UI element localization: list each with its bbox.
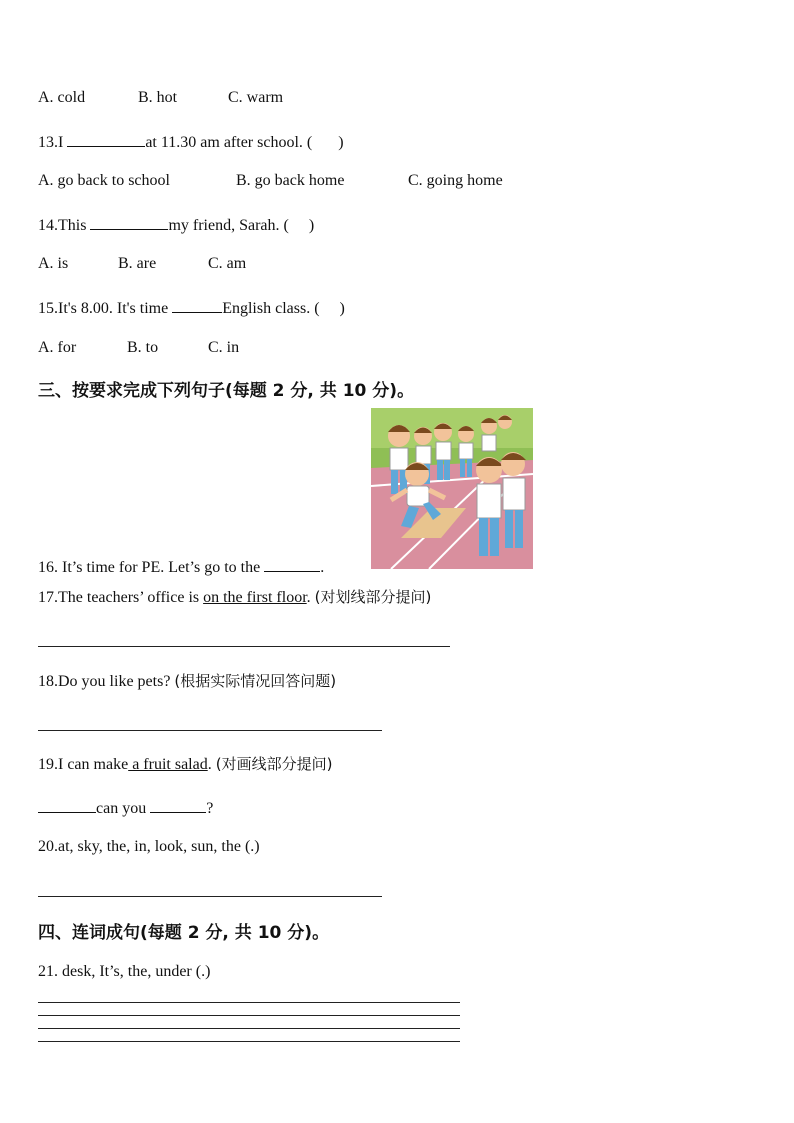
q13-stem (38, 130, 344, 153)
q19-underlined: a fruit salad (128, 756, 208, 773)
q13-option-c[interactable]: C. going home (408, 172, 503, 189)
q13-option-a[interactable]: A. go back to school (38, 172, 170, 189)
q14-close: ) (308, 217, 315, 234)
q21-writing-line-1[interactable] (38, 1002, 460, 1003)
q19-period: . (207, 756, 216, 773)
pe-illustration (371, 408, 533, 569)
section-4-heading: 四、连词成句(每题 2 分, 共 10 分)。 (38, 923, 330, 943)
q14-options (38, 254, 246, 274)
q15-number: 15.It's 8.00. It's time (38, 300, 173, 317)
q17-underlined: on the first floor (203, 589, 307, 606)
q16-text: 16. It’s time for PE. Let’s go to the (38, 559, 265, 576)
q13-text: at 11.30 am after school. ( (145, 134, 313, 151)
q14-option-b[interactable]: B. are (118, 255, 157, 272)
q18 (38, 671, 336, 692)
q21-text: 21. desk, It’s, the, under (.) (38, 963, 211, 980)
q19-answer-text: can you (96, 800, 151, 817)
q19-instruction: (对画线部分提问) (215, 755, 333, 773)
q15-options (38, 338, 239, 358)
q19-blank-1[interactable] (38, 796, 96, 813)
q13-options (38, 171, 503, 191)
q20-answer-line[interactable] (38, 896, 382, 897)
q15-option-a[interactable]: A. for (38, 339, 77, 356)
q13-close: ) (338, 134, 344, 151)
q12-option-a[interactable]: A. cold (38, 89, 86, 106)
playground-image (371, 408, 533, 569)
q14-text: my friend, Sarah. ( (168, 217, 289, 234)
q13-number: 13.I (38, 134, 68, 151)
q18-answer-line[interactable] (38, 730, 382, 731)
q18-instruction: (根据实际情况回答问题) (174, 672, 337, 690)
q16-end: . (320, 559, 325, 576)
q14-blank[interactable] (90, 213, 168, 230)
q19-blank-2[interactable] (150, 796, 206, 813)
q15-option-b[interactable]: B. to (127, 339, 159, 356)
q13-blank[interactable] (67, 130, 145, 147)
q19 (38, 754, 332, 775)
q19-answer (38, 796, 213, 819)
q14-option-a[interactable]: A. is (38, 255, 69, 272)
section-3-heading: 三、按要求完成下列句子(每题 2 分, 共 10 分)。 (38, 381, 415, 401)
q15-close: ) (339, 300, 345, 317)
q14-option-c[interactable]: C. am (208, 255, 247, 272)
q19-question-mark: ? (206, 800, 214, 817)
q16-blank[interactable] (264, 555, 320, 572)
q21 (38, 962, 210, 982)
q18-text: 18.Do you like pets? (38, 673, 175, 690)
q12-option-b[interactable]: B. hot (138, 89, 178, 106)
q17-text: 17.The teachers’ office is (38, 589, 204, 606)
q14-number: 14.This (38, 217, 91, 234)
q17 (38, 587, 431, 608)
q15-option-c[interactable]: C. in (208, 339, 240, 356)
q14-stem (38, 213, 314, 236)
q19-text: 19.I can make (38, 756, 129, 773)
q21-writing-line-4[interactable] (38, 1041, 460, 1042)
q17-period: . (306, 589, 315, 606)
q20-text: 20.at, sky, the, in, look, sun, the (.) (38, 838, 260, 855)
q12-options (38, 88, 283, 108)
q16 (38, 555, 324, 578)
q21-writing-line-2[interactable] (38, 1015, 460, 1016)
q15-text: English class. ( (222, 300, 320, 317)
q17-instruction: (对划线部分提问) (314, 588, 432, 606)
q20 (38, 837, 260, 857)
q12-option-c[interactable]: C. warm (228, 89, 284, 106)
q13-option-b[interactable]: B. go back home (236, 172, 345, 189)
q15-blank[interactable] (172, 296, 222, 313)
q15-stem (38, 296, 345, 319)
q17-answer-line[interactable] (38, 646, 450, 647)
q21-writing-line-3[interactable] (38, 1028, 460, 1029)
